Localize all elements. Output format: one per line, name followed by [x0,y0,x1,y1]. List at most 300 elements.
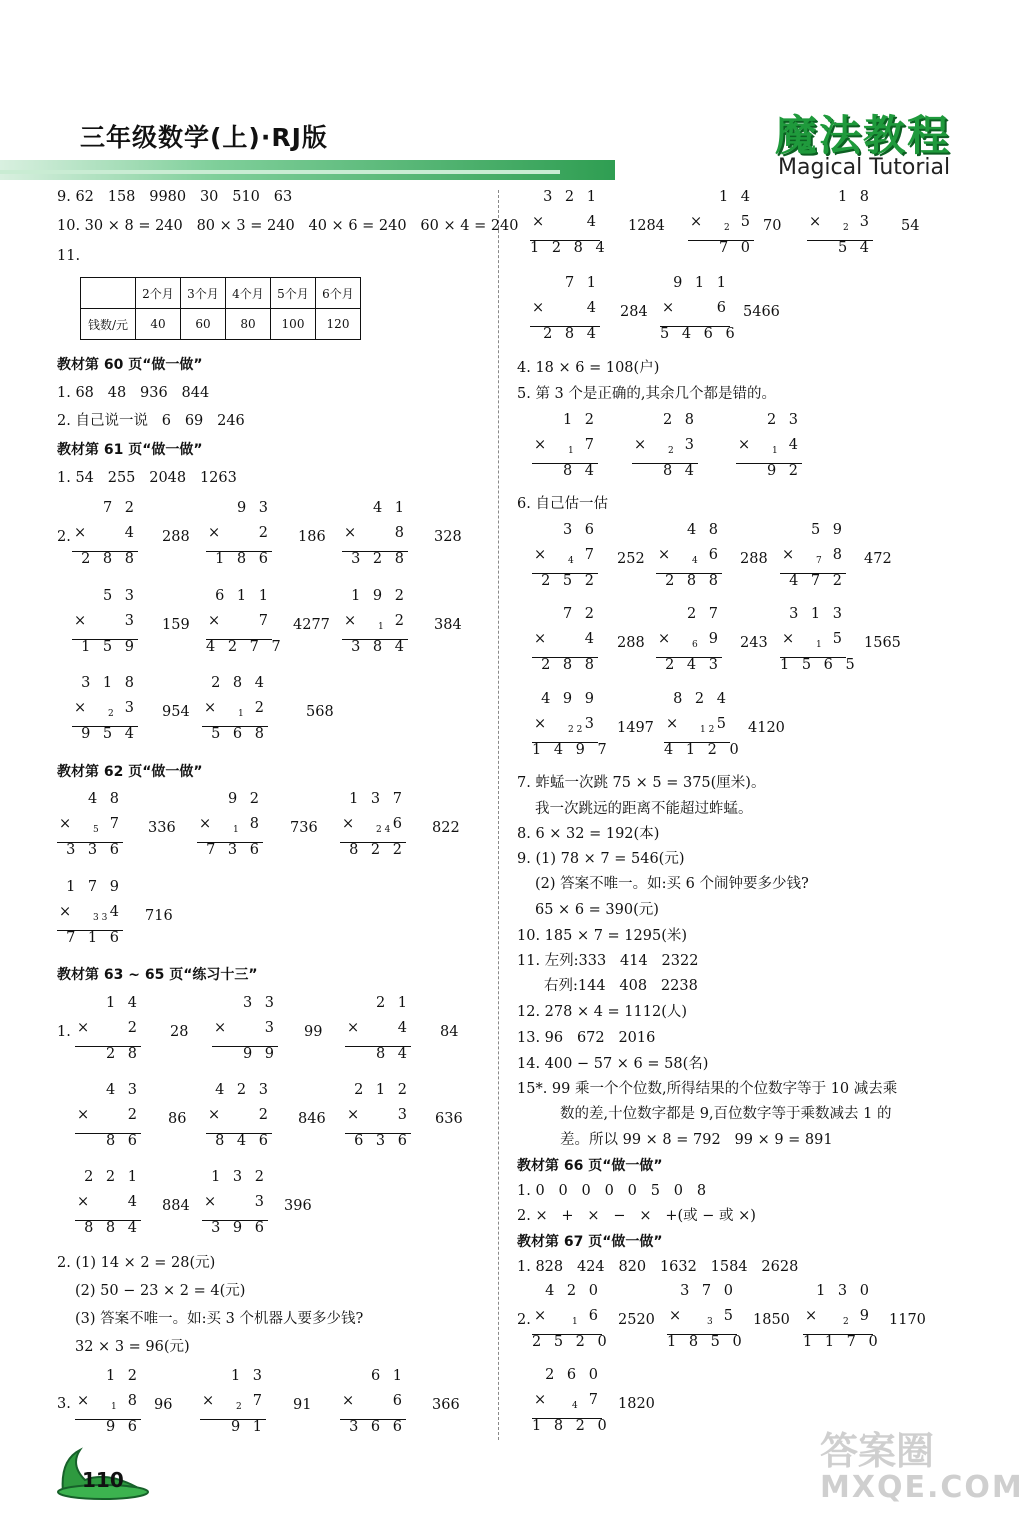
times-sign: × [204,700,217,716]
answer-value: 288 [617,635,645,651]
times-sign: × [202,1393,215,1409]
times-sign: × [59,904,72,920]
multiplicand: 9 1 1 [673,275,730,291]
answer-value: 1820 [618,1396,655,1412]
table-header-cell [81,278,136,309]
answer-p67-1: 1. 828 424 820 1632 1584 2628 [517,1259,799,1275]
times-sign: × [809,214,822,230]
times-sign: × [342,1393,355,1409]
table-header-cell: 2个月 [136,278,181,309]
multiplicand: 4 1 [372,500,408,516]
multiplier: 3 [684,437,698,453]
times-sign: × [74,700,87,716]
product: 5 4 [837,240,873,256]
multiplicand: 9 2 [227,791,263,807]
exercise-2-line-2: (2) 50 − 23 × 2 = 4(元) [75,1283,246,1299]
multiplicand: 3 7 0 [680,1283,737,1299]
vertical-multiplication [532,1283,611,1360]
times-sign: × [534,1392,547,1408]
product: 8 4 6 [215,1133,272,1149]
multiplicand: 4 2 3 [215,1082,272,1098]
answer-p61-1: 1. 54 255 2048 1263 [57,470,237,486]
multiplicand: 2 1 2 [354,1082,411,1098]
vertical-multiplication [75,1083,141,1159]
times-sign: × [658,631,671,647]
answer-10: 10. 30 × 8 = 240 80 × 3 = 240 40 × 6 = 240 60 × 4 = 240 [57,218,519,234]
vertical-multiplication [803,1283,882,1360]
vertical-multiplication [532,523,598,599]
multiplicand: 1 7 9 [66,879,123,895]
answer-value: 5466 [743,304,780,320]
section-heading-p60: 教材第 60 页“做一做” [57,357,203,373]
product: 4 2 7 7 [206,639,285,655]
carry-digits: 1 [816,640,822,650]
multiplicand: 6 1 1 [215,588,272,604]
multiplier: 9 [708,631,722,647]
product: 8 4 [662,463,698,479]
answer-r7-line-2: 我一次跳远的距离不能超过蚱蜢。 [535,801,753,817]
answer-value: 1565 [864,635,901,651]
answer-value: 328 [434,529,462,545]
multiplier: 2 [394,613,408,629]
vertical-multiplication [57,880,123,956]
table-header-cell: 4个月 [226,278,271,309]
times-sign: × [344,613,357,629]
multiplicand: 7 2 [102,500,138,516]
multiplicand: 3 2 1 [543,189,600,205]
answer-value: 822 [432,820,460,836]
answer-9: 9. 62 158 9980 30 510 63 [57,189,293,205]
times-sign: × [208,613,221,629]
answer-value: 288 [162,529,190,545]
vertical-multiplication [656,607,722,683]
product: 3 3 6 [66,842,123,858]
multiplier: 2 [127,1107,141,1123]
carry-digits: 2 4 [376,825,391,835]
vertical-multiplication [202,676,268,752]
product: 9 9 [242,1046,278,1062]
times-sign: × [347,1107,360,1123]
times-sign: × [74,525,87,541]
product: 1 8 2 0 [532,1418,611,1434]
multiplier: 5 [740,214,754,230]
multiplier: 6 [708,547,722,563]
answer-r12: 12. 278 × 4 = 1112(人) [517,1004,688,1020]
multiplicand: 7 2 [562,606,598,622]
section-heading-p61: 教材第 61 页“做一做” [57,442,203,458]
multiplier: 4 [788,437,802,453]
times-sign: × [805,1308,818,1324]
product: 7 0 [718,240,754,256]
multiplier: 6 [392,1393,406,1409]
answer-value: 336 [148,820,176,836]
multiplicand: 3 1 8 [81,675,138,691]
carry-digits: 2 [843,223,849,233]
multiplicand: 2 2 1 [84,1169,141,1185]
times-sign: × [690,214,703,230]
table-row-label: 钱数/元 [81,309,136,340]
product: 7 1 6 [66,930,123,946]
vertical-multiplication [206,1083,272,1159]
multiplicand: 4 9 9 [541,691,598,707]
answer-r4: 4. 18 × 6 = 108(户) [517,360,660,376]
answer-value: 288 [740,551,768,567]
times-sign: × [77,1393,90,1409]
times-sign: × [738,437,751,453]
vertical-multiplication [530,276,600,352]
times-sign: × [214,1020,227,1036]
answer-value: 99 [304,1024,323,1040]
vertical-multiplication [530,189,609,266]
answer-value: 54 [901,218,920,234]
multiplier: 8 [394,525,408,541]
multiplier: 4 [127,1194,141,1210]
product: 1 5 6 5 [780,657,859,673]
product: 1 2 8 4 [530,240,609,256]
answer-value: 384 [434,617,462,633]
multiplicand: 5 3 [102,588,138,604]
times-sign: × [204,1194,217,1210]
answer-value: 284 [620,304,648,320]
times-sign: × [77,1107,90,1123]
multiplier: 6 [392,816,406,832]
answer-value: 366 [432,1397,460,1413]
carry-digits: 6 [692,640,698,650]
multiplicand: 1 4 [105,995,141,1011]
answer-value: 84 [440,1024,459,1040]
vertical-multiplication [342,501,408,577]
multiplier: 2 [254,700,268,716]
product: 1 5 9 [81,639,138,655]
multiplicand: 2 6 0 [545,1367,602,1383]
times-sign: × [208,1107,221,1123]
logo-english: Magical Tutorial [778,155,951,180]
multiplier: 3 [254,1194,268,1210]
answer-r8: 8. 6 × 32 = 192(本) [517,826,660,842]
vertical-multiplication [656,523,722,599]
vertical-multiplication [340,792,406,868]
vertical-multiplication [664,691,743,768]
times-sign: × [77,1194,90,1210]
times-sign: × [59,816,72,832]
multiplier: 8 [249,816,263,832]
table-header-row [81,278,361,309]
vertical-multiplication [72,676,138,752]
multiplier: 3 [124,700,138,716]
times-sign: × [199,816,212,832]
product: 3 9 6 [211,1220,268,1236]
vertical-multiplication [75,1170,141,1246]
answer-value: 4277 [293,617,330,633]
carry-digits: 1 [568,446,574,456]
exercise-1-label: 1. [57,1024,71,1040]
product: 9 6 [105,1419,141,1435]
product: 9 5 4 [81,726,138,742]
times-sign: × [634,437,647,453]
product: 1 1 7 0 [803,1334,882,1350]
product: 2 8 8 [541,657,598,673]
vertical-multiplication [75,1369,141,1445]
answer-r9-line-3: 65 × 6 = 390(元) [535,902,659,918]
answer-value: 1284 [628,218,665,234]
answer-r15-line-1: 15*. 99 乘一个个位数,所得结果的个位数字等于 10 减去乘 [517,1081,898,1097]
times-sign: × [534,547,547,563]
multiplicand: 8 2 4 [673,691,730,707]
product: 2 8 4 [543,326,600,342]
multiplicand: 1 3 7 [349,791,406,807]
answer-p66-1: 1. 0 0 0 0 0 5 0 8 [517,1183,707,1199]
vertical-multiplication [72,501,138,577]
carry-digits: 4 [572,1401,578,1411]
multiplicand: 4 8 [87,791,123,807]
answer-value: 91 [293,1397,312,1413]
answer-value: 884 [162,1198,190,1214]
product: 2 5 2 0 [532,1334,611,1350]
multiplier: 3 [584,716,598,732]
multiplier: 3 [124,613,138,629]
multiplicand: 1 4 [718,189,754,205]
vertical-multiplication [632,413,698,489]
multiplier: 7 [584,547,598,563]
vertical-multiplication [345,1083,411,1159]
multiplicand: 3 1 3 [789,606,846,622]
times-sign: × [782,547,795,563]
answer-value: 568 [306,704,334,720]
carry-digits: 1 [238,709,244,719]
times-sign: × [77,1020,90,1036]
vertical-multiplication [206,501,272,577]
vertical-multiplication [57,792,123,868]
multiplier: 5 [723,1308,737,1324]
vertical-multiplication [736,413,802,489]
multiplier: 9 [859,1308,873,1324]
carry-digits: 4 [692,556,698,566]
times-sign: × [534,631,547,647]
multiplier: 7 [584,437,598,453]
multiplicand: 1 3 2 [211,1169,268,1185]
answer-value: 252 [617,551,645,567]
answer-r14: 14. 400 − 57 × 6 = 58(名) [517,1056,709,1072]
times-sign: × [658,547,671,563]
product: 2 8 [105,1046,141,1062]
answer-value: 28 [170,1024,189,1040]
times-sign: × [344,525,357,541]
answer-r10: 10. 185 × 7 = 1295(米) [517,928,688,944]
multiplicand: 3 3 [242,995,278,1011]
product: 2 5 2 [541,573,598,589]
answer-value: 186 [298,529,326,545]
multiplier: 2 [258,525,272,541]
times-sign: × [208,525,221,541]
answer-r11-line-1: 11. 左列:333 414 2322 [517,953,699,969]
answer-value: 1170 [889,1312,926,1328]
times-sign: × [782,631,795,647]
answer-value: 396 [284,1198,312,1214]
money-table [80,277,361,340]
carry-digits: 3 3 [93,913,108,923]
watermark-url: MXQE.COM [820,1470,1024,1505]
table-cell: 80 [226,309,271,340]
answer-value: 96 [154,1397,173,1413]
table-cell: 100 [271,309,316,340]
multiplicand: 7 1 [564,275,600,291]
multiplier: 4 [586,214,600,230]
vertical-multiplication [340,1369,406,1445]
multiplier: 7 [588,1392,602,1408]
exercise-2-line-4: 32 × 3 = 96(元) [75,1339,190,1355]
carry-digits: 1 [111,1402,117,1412]
vertical-multiplication [75,996,141,1072]
answer-r13: 13. 96 672 2016 [517,1030,656,1046]
carry-digits: 2 [236,1402,242,1412]
answer-value: 86 [168,1111,187,1127]
multiplicand: 9 3 [236,500,272,516]
product: 3 6 6 [349,1419,406,1435]
table-cell: 120 [316,309,361,340]
answer-p60-1: 1. 68 48 936 844 [57,385,210,401]
product: 1 8 6 [215,551,272,567]
section-heading-p62: 教材第 62 页“做一做” [57,764,203,780]
product: 1 8 5 0 [667,1334,746,1350]
multiplier: 8 [832,547,846,563]
vertical-multiplication [200,1369,266,1445]
multiplicand: 1 3 0 [816,1283,873,1299]
answer-r7-line-1: 7. 蚱蜢一次跳 75 × 5 = 375(厘米)。 [517,775,766,791]
times-sign: × [534,1308,547,1324]
answer-value: 736 [290,820,318,836]
vertical-multiplication [780,606,859,683]
table-row [81,309,361,340]
multiplier: 8 [127,1393,141,1409]
logo-chinese: 魔法教程 [775,111,952,160]
answer-value: 4120 [748,720,785,736]
multiplicand: 2 7 [686,606,722,622]
answer-value: 846 [298,1111,326,1127]
times-sign: × [534,437,547,453]
carry-digits: 2 [843,1317,849,1327]
section-heading-p66: 教材第 66 页“做一做” [517,1158,663,1174]
vertical-multiplication [206,588,285,665]
table-header-cell: 5个月 [271,278,316,309]
answer-r15-line-2: 数的差,十位数字都是 9,百位数字等于乘数减去 1 的 [560,1106,892,1122]
answer-value: 1850 [753,1312,790,1328]
vertical-multiplication [212,996,278,1072]
vertical-multiplication [660,275,739,352]
header-bar-highlight [0,170,560,174]
vertical-multiplication [667,1283,746,1360]
times-sign: × [534,716,547,732]
page-number: 110 [82,1468,124,1492]
carry-digits: 2 [108,709,114,719]
times-sign: × [347,1020,360,1036]
carry-digits: 3 [707,1317,713,1327]
product: 2 8 8 [81,551,138,567]
table-cell: 60 [181,309,226,340]
multiplier: 4 [124,525,138,541]
carry-digits: 1 [572,1317,578,1327]
multiplier: 3 [397,1107,411,1123]
answer-value: 2520 [618,1312,655,1328]
product: 8 4 [375,1046,411,1062]
product: 5 6 8 [211,726,268,742]
multiplicand: 2 1 [375,995,411,1011]
product: 6 3 6 [354,1133,411,1149]
product: 4 7 2 [789,573,846,589]
answer-r5: 5. 第 3 个是正确的,其余几个都是错的。 [517,386,776,402]
vertical-multiplication [532,607,598,683]
multiplicand: 4 8 [686,522,722,538]
multiplicand: 1 9 2 [351,588,408,604]
times-sign: × [666,716,679,732]
multiplicand: 1 2 [562,412,598,428]
multiplier: 5 [832,631,846,647]
carry-digits: 5 [93,825,99,835]
answer-p60-2: 2. 自己说一说 6 69 246 [57,413,245,429]
carry-digits: 7 [816,556,822,566]
column-divider [498,190,499,1440]
vertical-multiplication [780,523,846,599]
multiplier: 4 [586,300,600,316]
times-sign: × [532,300,545,316]
carry-digits: 2 [668,446,674,456]
vertical-multiplication [197,792,263,868]
answer-p66-2: 2. × + × − × +(或 − 或 ×) [517,1208,756,1224]
answer-11-label: 11. [57,248,81,264]
times-sign: × [74,613,87,629]
vertical-multiplication [532,1367,611,1444]
product: 8 6 [105,1133,141,1149]
multiplier: 4 [397,1020,411,1036]
product: 9 2 [766,463,802,479]
answer-value: 159 [162,617,190,633]
product: 9 1 [230,1419,266,1435]
carry-digits: 1 2 [700,725,715,735]
multiplicand: 2 8 [662,412,698,428]
book-title: 三年级数学(上)·RJ版 [80,123,328,152]
product: 7 3 6 [206,842,263,858]
table-header-cell: 3个月 [181,278,226,309]
multiplicand: 2 8 4 [211,675,268,691]
vertical-multiplication [72,589,138,665]
product: 2 8 8 [665,573,722,589]
answer-value: 716 [145,908,173,924]
times-sign: × [669,1308,682,1324]
times-sign: × [342,816,355,832]
watermark-logo: 答案圈 [820,1429,935,1473]
product: 5 4 6 6 [660,326,739,342]
table-header-cell: 6个月 [316,278,361,309]
vertical-multiplication [345,996,411,1072]
answer-r9-line-2: (2) 答案不唯一。如:买 6 个闹钟要多少钱? [535,876,809,892]
product: 3 2 8 [351,551,408,567]
vertical-multiplication [532,691,611,768]
product: 3 8 4 [351,639,408,655]
product: 2 4 3 [665,657,722,673]
multiplier: 7 [258,613,272,629]
product: 8 2 2 [349,842,406,858]
answer-value: 472 [864,551,892,567]
exercise-3-label: 3. [57,1396,71,1412]
answer-value: 70 [763,218,782,234]
carry-digits: 1 [378,622,384,632]
product: 8 4 [562,463,598,479]
multiplier: 5 [716,716,730,732]
product: 4 1 2 0 [664,742,743,758]
vertical-multiplication [532,413,598,489]
carry-digits: 1 [772,446,778,456]
answer-value: 1497 [617,720,654,736]
multiplicand: 2 3 [766,412,802,428]
